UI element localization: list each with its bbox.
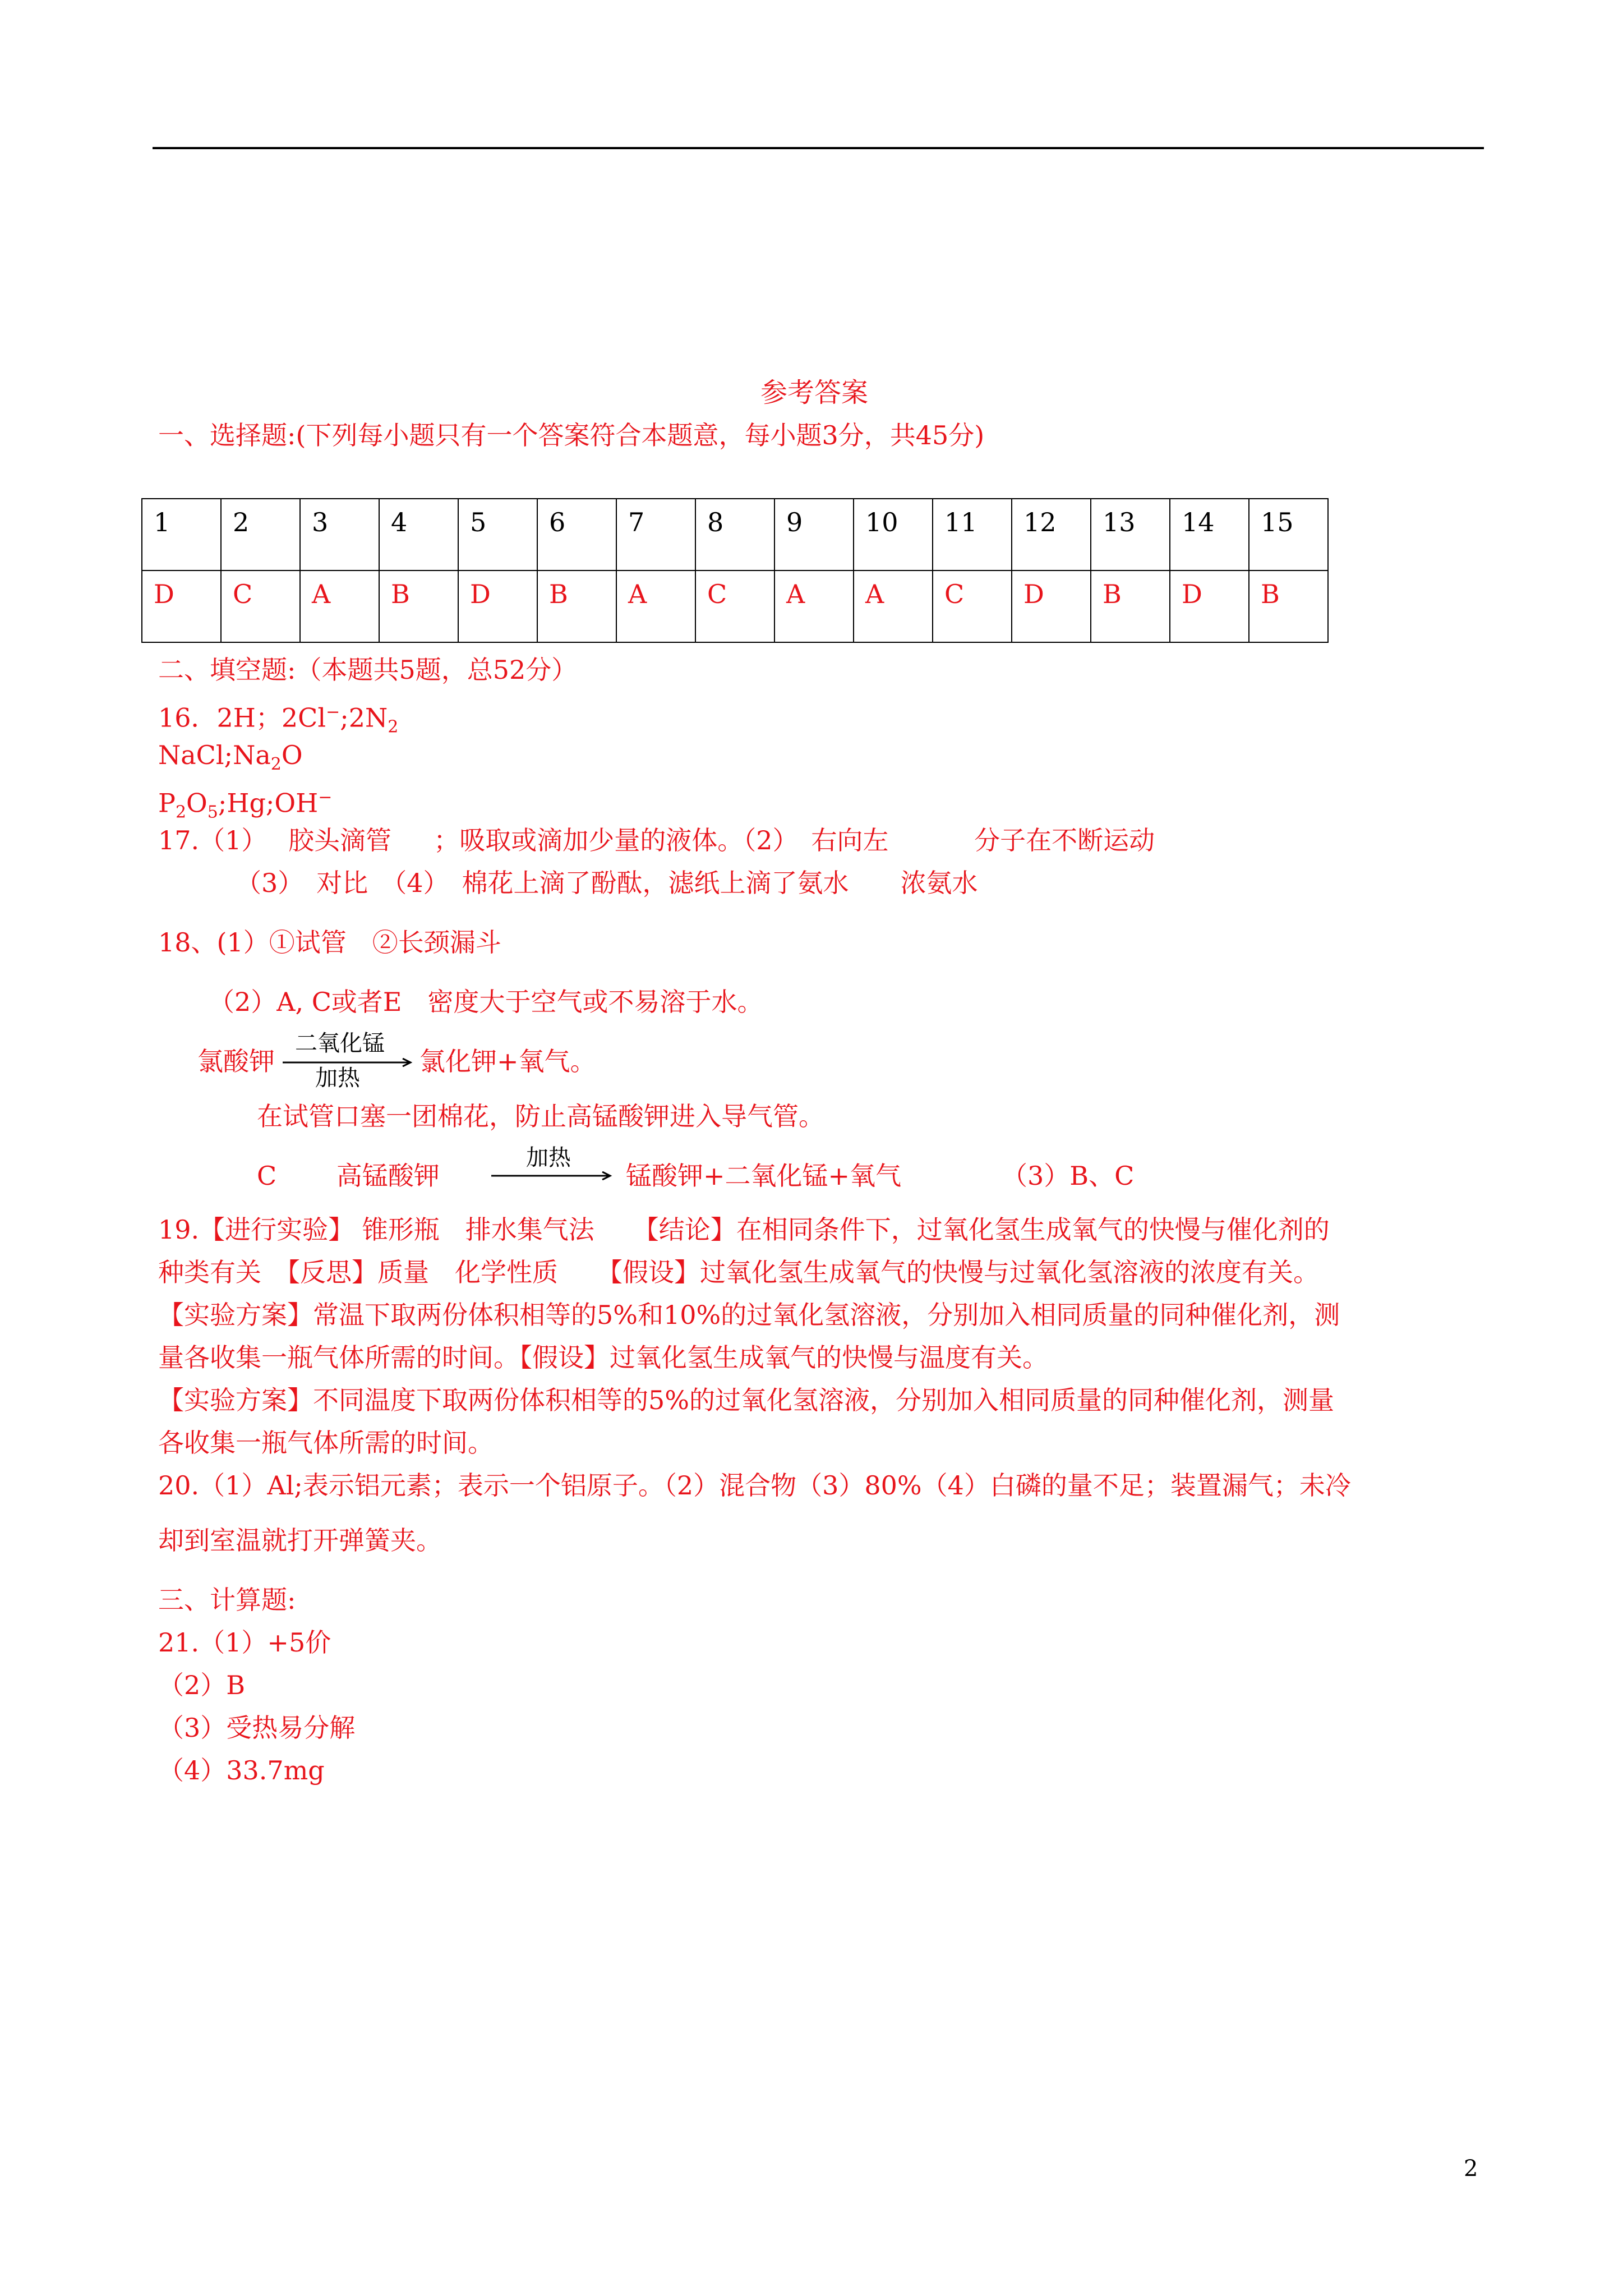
q19-line-4: 量各收集一瓶气体所需的时间。【假设】过氧化氢生成氧气的快慢与温度有关。 [158,1342,1048,1373]
heating-label: 加热 [526,1145,571,1171]
table-cell: 6 [537,499,616,570]
q16-text: ;Hg;OH [218,788,319,818]
table-cell: 9 [774,499,854,570]
table-cell: D [458,570,537,642]
q16-superscript: − [326,702,340,722]
table-cell: A [774,570,854,642]
q19-line-3: 【实验方案】常温下取两份体积相等的5%和10%的过氧化氢溶液，分别加入相同质量的同种催化剂，测 [158,1300,1340,1330]
header-rule [153,147,1484,149]
table-cell: B [1249,570,1328,642]
q16-text: 16．2H；2Cl [158,702,326,733]
q16-line-1 [158,697,398,743]
table-cell: 8 [695,499,774,570]
section-2-heading: 二、填空题:（本题共5题，总52分） [158,655,578,685]
table-cell: 11 [933,499,1012,570]
reaction-arrow-icon [491,1171,615,1180]
table-cell: 1 [142,499,221,570]
q16-line-3 [158,782,332,829]
q18-equation-1-right: 氯化钾+氧气。 [419,1046,596,1076]
q16-text: P [158,788,176,818]
multiple-choice-table [141,498,1329,643]
table-cell: B [537,570,616,642]
table-cell: 12 [1012,499,1091,570]
page-number: 2 [1464,2156,1478,2182]
table-cell: 2 [221,499,300,570]
q18-equation-2-right: 锰酸钾+二氧化锰+氧气 [626,1161,902,1191]
q16-text: O [186,788,208,818]
q18-line-1: 18、(1）①试管 ②长颈漏斗 [158,927,501,958]
table-cell: C [933,570,1012,642]
q21-line-3: （3）受热易分解 [158,1713,356,1743]
table-cell: 4 [379,499,458,570]
q18-part-3: （3）B、C [1002,1161,1135,1191]
table-cell: D [1012,570,1091,642]
q16-subscript: 2 [270,754,282,775]
q16-superscript: − [318,788,333,807]
q16-text: ;2N [340,702,388,733]
q20-line-2: 却到室温就打开弹簧夹。 [158,1525,442,1556]
q21-line-1: 21.（1）+5价 [158,1627,331,1658]
q18-line-2: （2）A, C或者E 密度大于空气或不易溶于水。 [209,987,763,1017]
table-cell: A [616,570,695,642]
section-1-heading: 一、选择题:(下列每小题只有一个答案符合本题意，每小题3分，共45分) [158,420,985,450]
q19-line-5: 【实验方案】不同温度下取两份体积相等的5%的过氧化氢溶液，分别加入相同质量的同种催化剂，测量 [158,1385,1334,1415]
q21-line-2: （2）B [158,1670,246,1700]
q16-text: NaCl;Na [158,740,271,770]
q18-line-4: 在试管口塞一团棉花，防止高锰酸钾进入导气管。 [257,1101,824,1131]
table-cell: 3 [300,499,379,570]
table-cell: A [300,570,379,642]
table-cell: 7 [616,499,695,570]
table-cell: 13 [1091,499,1170,570]
q16-line-2 [158,739,303,780]
section-3-heading: 三、计算题: [158,1585,296,1615]
q16-text: O [281,740,303,770]
table-cell: B [1091,570,1170,642]
q18-equation-1-arrow [283,1030,415,1092]
q19-line-6: 各收集一瓶气体所需的时间。 [158,1428,494,1458]
table-cell: 5 [458,499,537,570]
table-row-numbers [142,499,1328,570]
table-row-answers [142,570,1328,642]
q17-line-2: （3） 对比 （4） 棉花上滴了酚酞，滤纸上滴了氨水 浓氨水 [236,868,978,898]
q21-line-4: （4）33.7mg [158,1755,325,1786]
table-cell: D [142,570,221,642]
table-cell: C [221,570,300,642]
q19-line-2: 种类有关 【反思】质量 化学性质 【假设】过氧化氢生成氧气的快慢与过氧化氢溶液的浓度有关。 [158,1257,1319,1287]
q19-line-1: 19.【进行实验】 锥形瓶 排水集气法 【结论】在相同条件下，过氧化氢生成氧气的快慢与催化剂的 [158,1214,1330,1245]
q18-equation-1-left: 氯酸钾 [197,1046,275,1076]
table-cell: A [854,570,933,642]
heating-label: 加热 [315,1065,360,1091]
table-cell: B [379,570,458,642]
table-cell: C [695,570,774,642]
q16-subscript: 2 [175,802,187,822]
table-cell: 14 [1170,499,1249,570]
q16-subscript: 2 [388,717,399,737]
q18-equation-2-arrow [491,1144,615,1184]
q18-equation-2-left: C 高锰酸钾 [257,1161,440,1191]
table-cell: 10 [854,499,933,570]
page-title: 参考答案 [760,377,869,408]
q17-line-1: 17.（1） 胶头滴管 ；吸取或滴加少量的液体。（2） 右向左 分子在不断运动 [158,825,1155,855]
q20-line-1: 20.（1）Al;表示铝元素；表示一个铝原子。（2）混合物（3）80%（4）白磷的量不足；装置漏气；未冷 [158,1470,1351,1501]
q16-subscript: 5 [207,802,218,822]
table-cell: D [1170,570,1249,642]
table-cell: 15 [1249,499,1328,570]
catalyst-label: 二氧化锰 [295,1030,385,1056]
